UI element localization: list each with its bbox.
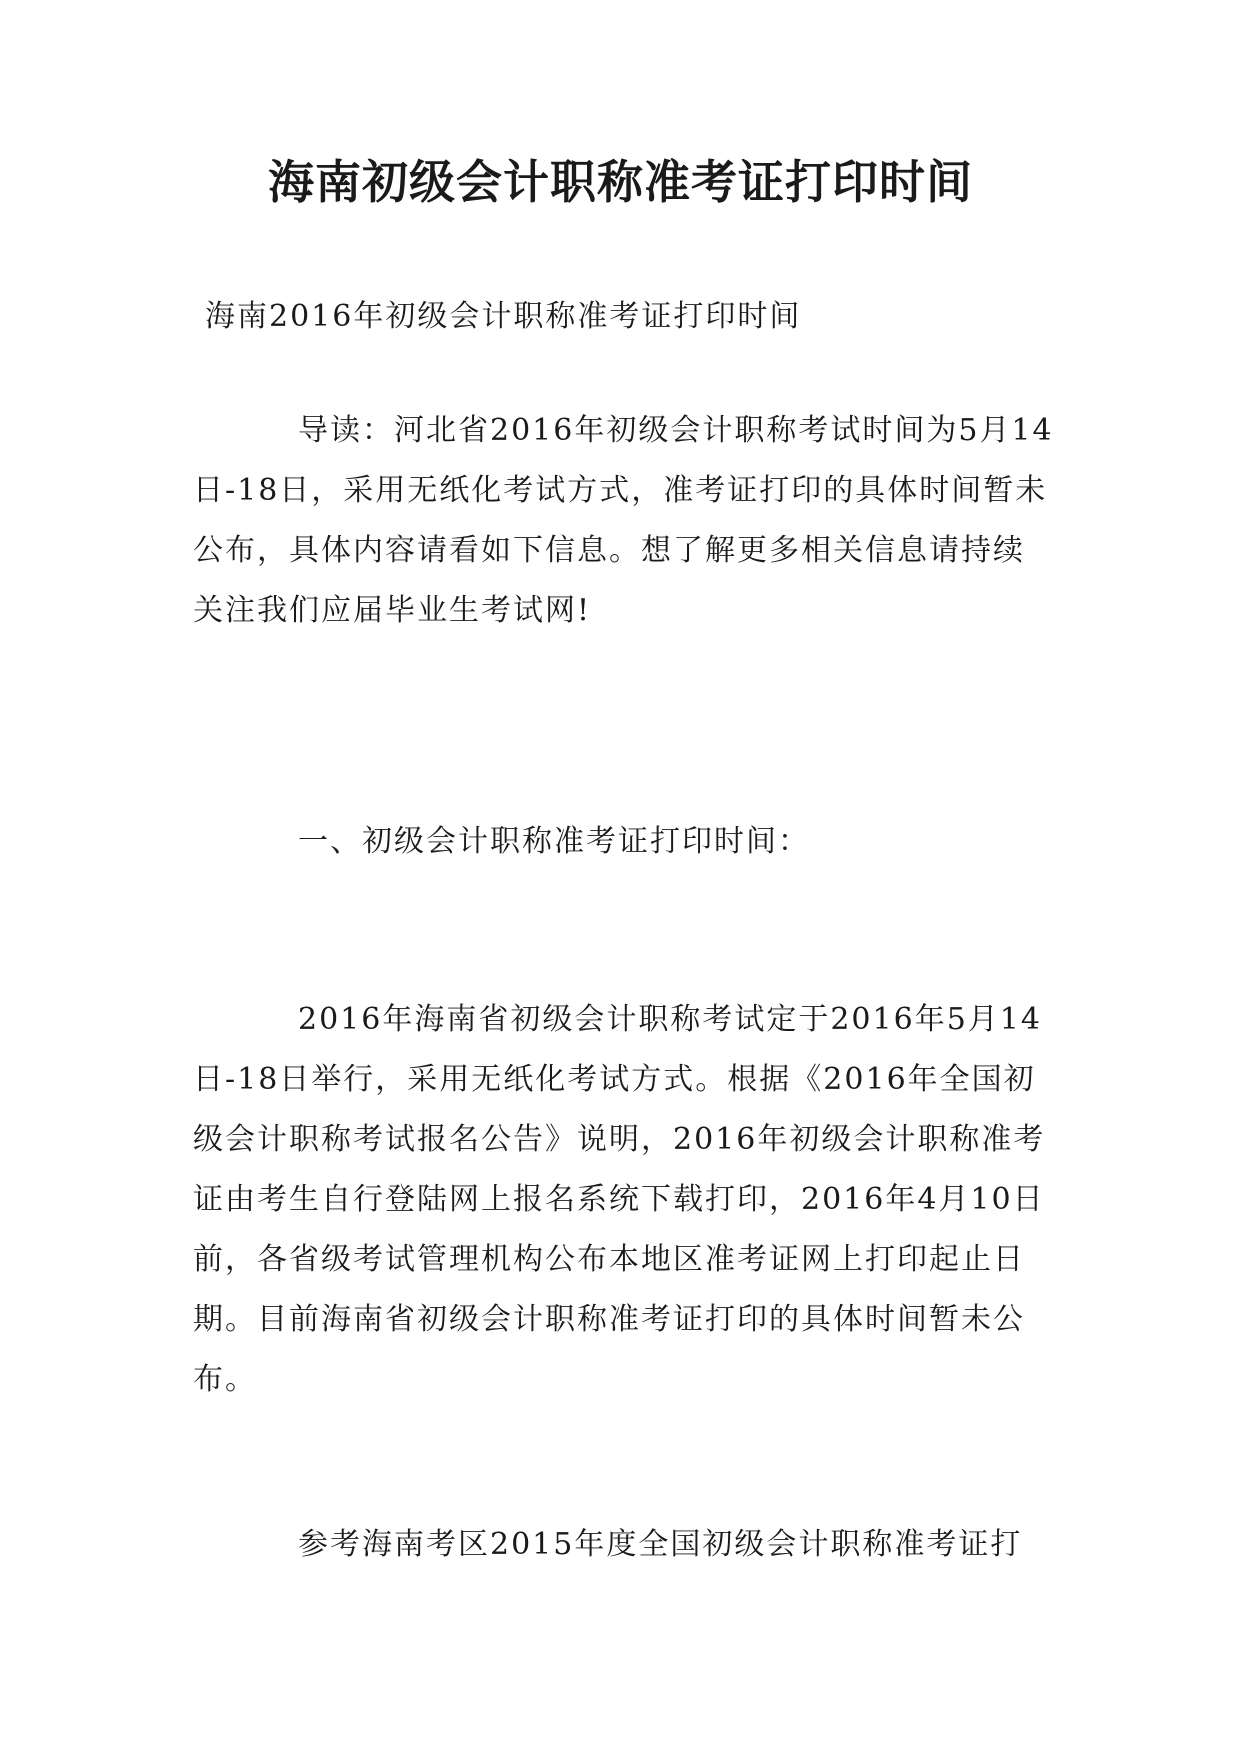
section-body-paragraph: 2016年海南省初级会计职称考试定于2016年5月14日-18日举行，采用无纸化考试方式。根据《2016年全国初级会计职称考试报名公告》说明，2016年初级会计职称准考证由考生自行登陆网上报名系统下载打印，2016年4月10日前，各省级考试管理机构公布本地区准考证网上打印起止日期。目前海南省初级会计职称准考证打印的具体时间暂未公布。: [193, 1002, 1046, 1397]
reference-paragraph: 参考海南考区2015年度全国初级会计职称准考证打: [298, 1527, 1023, 1562]
section-heading: 一、初级会计职称准考证打印时间：: [298, 824, 810, 859]
intro-paragraph: 导读：河北省2016年初级会计职称考试时间为5月14日-18日，采用无纸化考试方式，准考证打印的具体时间暂未公布，具体内容请看如下信息。想了解更多相关信息请持续关注我们应届毕业生考试网!: [193, 413, 1054, 628]
document-subtitle: 海南2016年初级会计职称准考证打印时间: [205, 299, 802, 334]
document-title: 海南初级会计职称准考证打印时间: [268, 155, 973, 209]
